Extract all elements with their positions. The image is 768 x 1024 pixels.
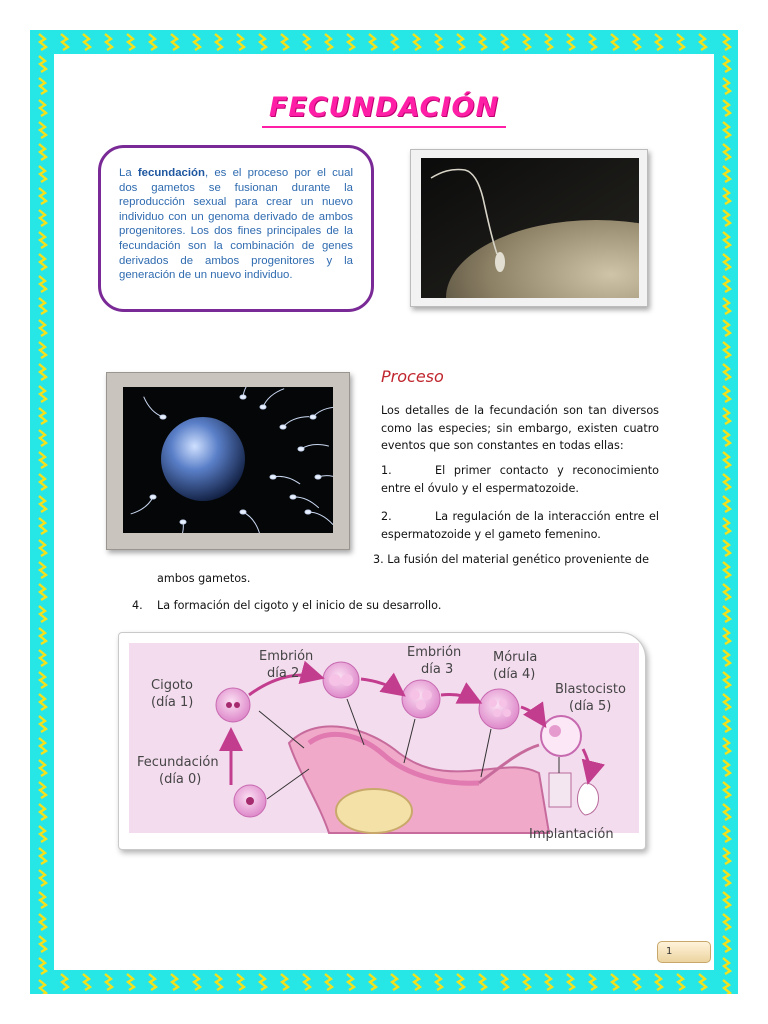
lightning-icon [39,430,46,446]
lightning-icon [259,974,266,990]
lightning-icon [39,782,46,798]
lightning-icon [39,210,46,226]
lightning-icon [39,254,46,270]
lightning-icon [105,974,112,990]
development-diagram [118,632,646,850]
lightning-icon [39,936,46,952]
lightning-icon [39,958,46,974]
label-fecundacion: Fecundación [137,755,219,770]
lightning-icon [677,974,684,990]
decorative-border-bottom [30,970,738,994]
lightning-icon [39,474,46,490]
lightning-icon [39,980,46,994]
lightning-icon [39,144,46,160]
list-item [373,553,663,566]
sperm-head [280,425,286,429]
lightning-icon [39,672,46,688]
label-implantacion: Implantación [529,827,614,842]
sperm-head [160,415,166,419]
lightning-icon [723,100,730,116]
lightning-icon [723,826,730,842]
lightning-icon [215,974,222,990]
lightning-icon [149,974,156,990]
lightning-icon [281,34,288,50]
lightning-icon [567,34,574,50]
label-embrion-dia2: Embrión [259,649,314,664]
lightning-icon [723,364,730,380]
lightning-icon [723,232,730,248]
definition-term: fecundación [137,167,205,179]
lightning-icon [723,782,730,798]
lightning-icon [723,496,730,512]
lightning-icon [723,760,730,776]
lightning-icon [723,320,730,336]
lightning-icon [39,34,46,50]
decorative-border-top [30,30,738,54]
lightning-icon [83,974,90,990]
lightning-icon [281,974,288,990]
sperm-head [270,475,276,479]
sperm-head [180,520,186,524]
lightning-icon [723,892,730,908]
label-morula-sub: (día 4) [493,667,536,682]
sperm-head [240,510,246,514]
lightning-icon [723,276,730,292]
lightning-icon [61,974,68,990]
lightning-icon [457,974,464,990]
lightning-icon [723,122,730,138]
lightning-icon [39,232,46,248]
lightning-icon [39,342,46,358]
lightning-icon [723,78,730,94]
lightning-icon [39,694,46,710]
lightning-icon [723,936,730,952]
lightning-icon [39,716,46,732]
lightning-icon [171,974,178,990]
label-embrion-dia3: Embrión [407,645,462,660]
lightning-icon [723,848,730,864]
sperm-head [305,510,311,514]
lightning-icon [723,474,730,490]
lightning-icon [723,518,730,534]
lightning-icon [501,34,508,50]
lightning-icon [369,974,376,990]
list-item-continuation: ambos gametos. [157,572,251,585]
lightning-icon [723,430,730,446]
lightning-icon [655,34,662,50]
lightning-icon [39,804,46,820]
lightning-icon [39,914,46,930]
sperm-head [310,415,316,419]
lightning-icon [149,34,156,50]
label-fecundacion-sub: (día 0) [159,772,202,787]
list-item [381,462,659,497]
sperm-head [240,395,246,399]
lightning-icon [589,974,596,990]
title-underline [262,126,506,128]
lightning-icon [39,606,46,622]
lightning-icon [723,694,730,710]
lightning-icon [589,34,596,50]
lightning-icon [369,34,376,50]
list-number: 4. [132,599,143,612]
definition-prefix: La [119,167,138,179]
lightning-icon [127,974,134,990]
lightning-icon [457,34,464,50]
label-morula: Mórula [493,650,538,665]
list-text: La regulación de la interacción entre el espermatozoide y el gameto femenino. [381,510,659,541]
lightning-icon [39,100,46,116]
lightning-icon [237,974,244,990]
process-intro: Los detalles de la fecundación son tan diversos como las especies; sin embargo, existen cuatro eventos que son constantes en todas ellas: [381,404,659,452]
lightning-icon [723,210,730,226]
lightning-icon [699,34,706,50]
lightning-icon [39,826,46,842]
lightning-icon [567,974,574,990]
lightning-icon [303,34,310,50]
lightning-icon [347,974,354,990]
lightning-icon [39,760,46,776]
lightning-icon [723,606,730,622]
sperm-head [315,475,321,479]
lightning-icon [723,188,730,204]
lightning-icon [501,974,508,990]
lightning-icon [723,562,730,578]
sperm-egg-photo [410,149,648,307]
lightning-icon [347,34,354,50]
list-text: La fusión del material genético proveniente de [387,553,650,566]
lightning-icon [39,518,46,534]
lightning-icon [723,914,730,930]
label-blastocisto-sub: (día 5) [569,699,612,714]
lightning-icon [105,34,112,50]
lightning-icon [723,804,730,820]
lightning-icon [723,738,730,754]
lightning-icon [435,34,442,50]
lightning-icon [39,56,46,72]
lightning-icon [723,342,730,358]
lightning-icon [723,540,730,556]
lightning-icon [193,34,200,50]
lightning-icon [523,974,530,990]
lightning-icon [413,974,420,990]
lightning-icon [723,716,730,732]
lightning-icon [39,364,46,380]
cigoto-cell [216,688,250,722]
lightning-icon [39,386,46,402]
lightning-icon [39,166,46,182]
lightning-icon [723,650,730,666]
label-cigoto-sub: (día 1) [151,695,194,710]
lightning-icon [391,974,398,990]
sperm-swarm-photo [106,372,350,550]
lightning-icon [723,628,730,644]
lightning-icon [39,496,46,512]
lightning-icon [723,298,730,314]
lightning-icon [259,34,266,50]
decorative-border-right [714,30,738,994]
lightning-icon [723,672,730,688]
lightning-icon [723,254,730,270]
list-number: 1. [381,464,392,477]
lightning-icon [723,166,730,182]
lightning-icon [413,34,420,50]
lightning-icon [325,974,332,990]
lightning-icon [723,56,730,72]
sperm-head [150,495,156,499]
lightning-icon [723,980,730,994]
lightning-icon [633,974,640,990]
lightning-icon [723,144,730,160]
label-embrion-dia2-sub: día 2 [267,666,300,681]
lightning-icon [61,34,68,50]
lightning-icon [193,974,200,990]
lightning-icon [723,386,730,402]
lightning-icon [435,974,442,990]
lightning-icon [479,974,486,990]
lightning-icon [545,34,552,50]
embrion-dia3-cell [402,680,440,718]
lightning-icon [171,34,178,50]
lightning-icon [39,848,46,864]
lightning-icon [39,298,46,314]
lightning-icon [39,452,46,468]
lightning-icon [39,320,46,336]
embrion-dia2-cell [323,662,359,698]
section-title-proceso: Proceso [381,367,444,386]
lightning-icon [723,958,730,974]
definition-box [98,145,374,312]
lightning-icon [39,122,46,138]
lightning-icon [39,562,46,578]
lightning-icon [545,974,552,990]
blastocisto-cell [541,716,581,756]
lightning-icon [39,628,46,644]
lightning-icon [723,584,730,600]
list-text: La formación del cigoto y el inicio de su desarrollo. [157,599,442,612]
lightning-icon [39,78,46,94]
list-item [381,508,659,543]
lightning-icon [303,974,310,990]
lightning-icon [237,34,244,50]
page-title: FECUNDACIÓN [268,92,500,123]
lightning-icon [39,584,46,600]
lightning-icon [633,34,640,50]
sperm-head [290,495,296,499]
lightning-icon [723,870,730,886]
list-item [132,599,552,612]
lightning-icon [723,34,730,50]
lightning-icon [325,34,332,50]
lightning-icon [39,276,46,292]
fecundacion-cell [234,785,266,817]
lightning-icon [723,408,730,424]
lightning-icon [723,452,730,468]
label-embrion-dia3-sub: día 3 [421,662,454,677]
lightning-icon [611,974,618,990]
sperm-head [298,447,304,451]
lightning-icon [83,34,90,50]
list-number: 2. [381,510,392,523]
decorative-border-left [30,30,54,994]
lightning-icon [677,34,684,50]
lightning-icon [699,974,706,990]
lightning-icon [39,188,46,204]
lightning-icon [215,34,222,50]
lightning-icon [611,34,618,50]
morula-cell [479,689,519,729]
list-text: El primer contacto y reconocimiento entre el óvulo y el espermatozoide. [381,464,659,495]
sperm-head [260,405,266,409]
lightning-icon [479,34,486,50]
lightning-icon [391,34,398,50]
list-number: 3. [373,553,384,566]
page-number: 1 [657,941,711,963]
lightning-icon [523,34,530,50]
lightning-icon [39,650,46,666]
lightning-icon [39,540,46,556]
lightning-icon [39,892,46,908]
lightning-icon [39,870,46,886]
lightning-icon [39,408,46,424]
definition-text: , es el proceso por el cual dos gametos se fusionan durante la reproducción sexual para crear un nuevo individuo con un genoma derivado de ambos progenitores. Los dos fines principales de la fecundación son la combinación de genes derivados de ambos progenitores y la generación de un nuevo individuo. [119,167,353,282]
lightning-icon [655,974,662,990]
lightning-icon [39,738,46,754]
lightning-icon [127,34,134,50]
label-blastocisto: Blastocisto [555,682,626,697]
label-cigoto: Cigoto [151,678,193,693]
